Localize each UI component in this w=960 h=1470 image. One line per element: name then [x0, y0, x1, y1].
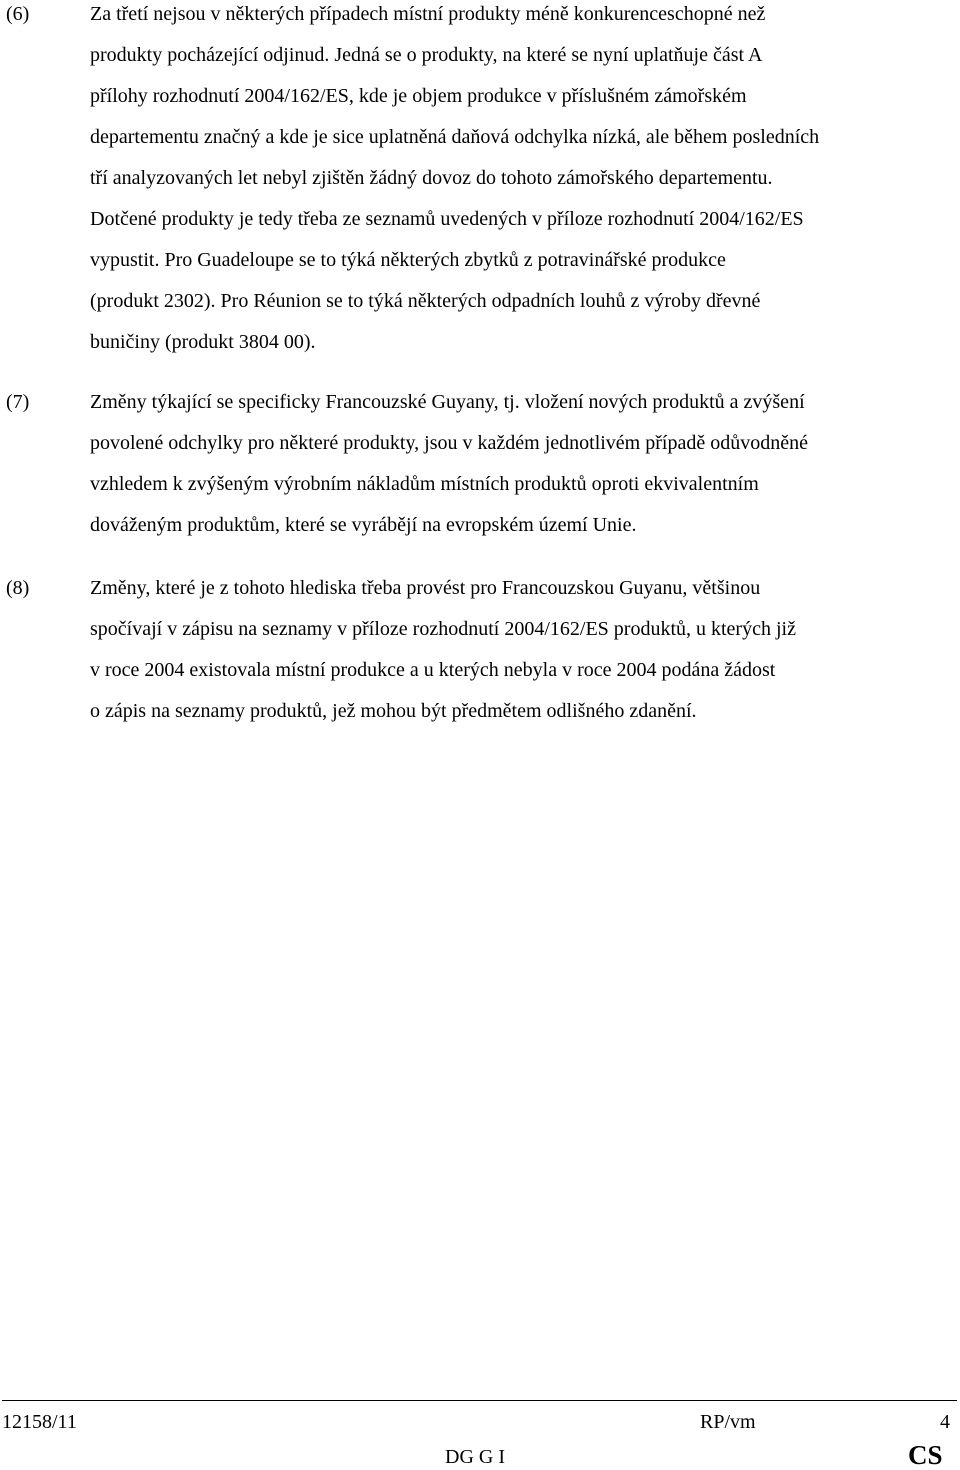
paragraph-number: (6) [6, 3, 30, 25]
text-line: o zápis na seznamy produktů, jež mohou být předmětem odlišného zdanění. [90, 700, 697, 722]
text-line: Dotčené produkty je tedy třeba ze seznamů uvedených v příloze rozhodnutí 2004/162/ES [90, 208, 804, 230]
text-line: buničiny (produkt 3804 00). [90, 331, 316, 353]
page-number: 4 [940, 1411, 950, 1433]
text-line: departementu značný a kde je sice uplatněná daňová odchylka nízká, ale během posledních [90, 126, 820, 148]
text-line: tří analyzovaných let nebyl zjištěn žádný dovoz do tohoto zámořského departementu. [90, 167, 773, 189]
paragraph-text [90, 568, 956, 732]
author-initials: RP/vm [700, 1411, 756, 1433]
text-line: Změny týkající se specificky Francouzské Guyany, tj. vložení nových produktů a zvýšení [90, 391, 805, 413]
text-line: vypustit. Pro Guadeloupe se to týká některých zbytků z potravinářské produkce [90, 249, 726, 271]
text-line: (produkt 2302). Pro Réunion se to týká některých odpadních louhů z výroby dřevné [90, 290, 761, 312]
text-line: přílohy rozhodnutí 2004/162/ES, kde je objem produkce v příslušném zámořském [90, 85, 747, 107]
document-reference: 12158/11 [2, 1411, 77, 1433]
directorate-general: DG G I [445, 1446, 505, 1468]
paragraph-number: (7) [6, 391, 30, 413]
text-line: v roce 2004 existovala místní produkce a u kterých nebyla v roce 2004 podána žádost [90, 659, 776, 681]
text-line: dováženým produktům, které se vyrábějí na evropském území Unie. [90, 514, 637, 536]
text-line: Za třetí nejsou v některých případech místní produkty méně konkurenceschopné než [90, 3, 766, 25]
text-line: vzhledem k zvýšeným výrobním nákladům místních produktů oproti ekvivalentním [90, 473, 759, 495]
text-line: Změny, které je z tohoto hlediska třeba provést pro Francouzskou Guyanu, většinou [90, 577, 761, 599]
language-code: CS [908, 1440, 943, 1470]
paragraph-number: (8) [6, 577, 30, 599]
paragraph-text [90, 0, 956, 363]
text-line: produkty pocházející odjinud. Jedná se o produkty, na které se nyní uplatňuje část A [90, 44, 763, 66]
text-line: povolené odchylky pro některé produkty, jsou v každém jednotlivém případě odůvodněné [90, 432, 808, 454]
footer-divider [2, 1400, 957, 1401]
paragraph-text [90, 382, 956, 546]
text-line: spočívají v zápisu na seznamy v příloze rozhodnutí 2004/162/ES produktů, u kterých již [90, 618, 796, 640]
